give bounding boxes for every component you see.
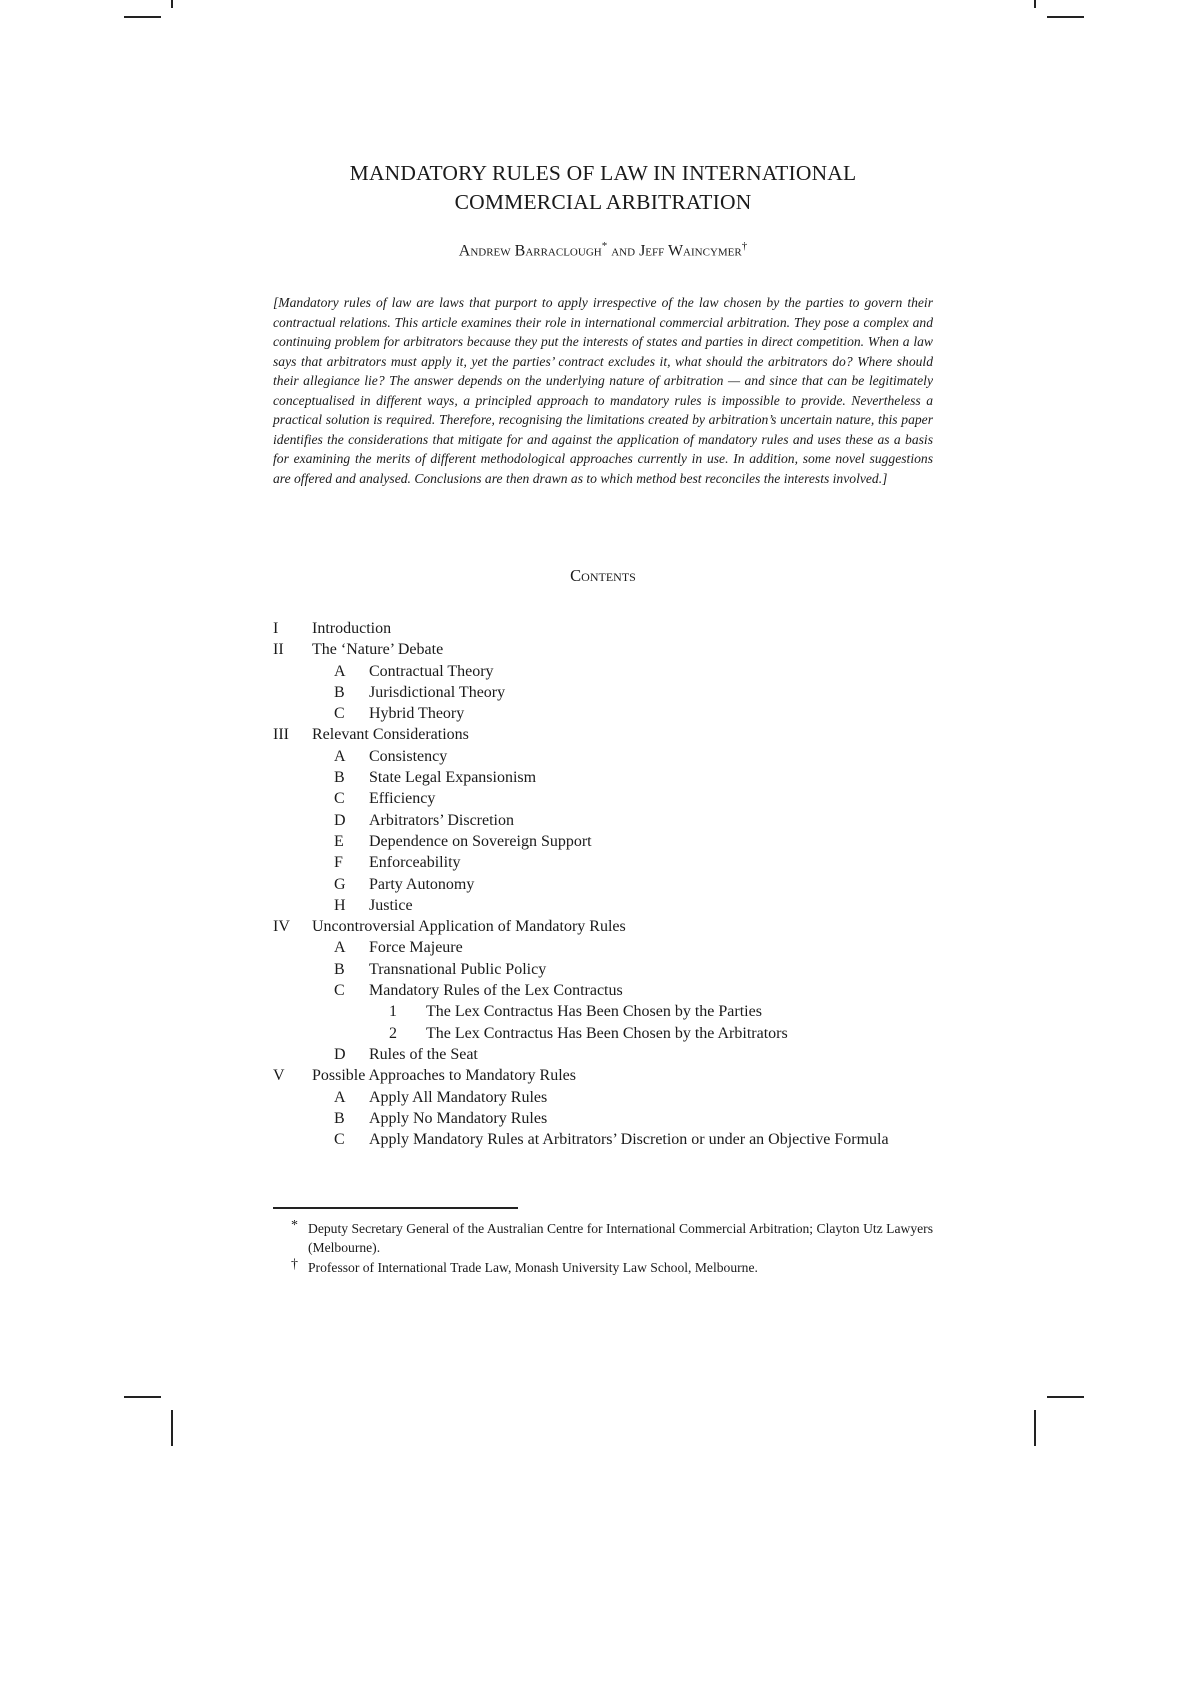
toc-entry-number: B <box>334 683 345 701</box>
toc-entry-title: The Lex Contractus Has Been Chosen by the Arbitrators <box>426 1024 788 1042</box>
toc-entry-title: Mandatory Rules of the Lex Contractus <box>369 982 623 1000</box>
toc-entry-title: Hybrid Theory <box>369 705 465 723</box>
toc-entry-title: Contractual Theory <box>369 662 494 680</box>
toc-entry-number: 2 <box>389 1024 397 1042</box>
toc-entry-number: I <box>273 620 279 637</box>
crop-mark-top-right-v <box>1034 0 1036 8</box>
toc-entry <box>273 767 933 788</box>
toc-entry-number: F <box>334 854 343 872</box>
toc-entry-number: III <box>273 726 289 744</box>
toc-entry <box>273 1023 933 1044</box>
toc-entry-number: A <box>334 747 346 765</box>
toc-entry-number: A <box>334 1088 346 1106</box>
toc-entry <box>273 916 933 937</box>
toc-entry-number: C <box>334 982 345 1000</box>
crop-mark-top-left-h <box>124 16 161 18</box>
footnotes <box>273 1220 933 1280</box>
toc-entry-title: The Lex Contractus Has Been Chosen by the Parties <box>426 1003 762 1021</box>
author-1-footnote-mark: * <box>601 240 608 252</box>
toc-entry <box>273 980 933 1001</box>
toc-entry-number: D <box>334 1045 346 1063</box>
crop-mark-top-left-v <box>171 0 173 8</box>
toc-entry-number: B <box>334 1109 345 1127</box>
toc-entry-title: Transnational Public Policy <box>369 960 547 978</box>
crop-mark-top-right-h <box>1047 16 1084 18</box>
toc-entry-title: Efficiency <box>369 790 436 808</box>
title-line-1: MANDATORY RULES OF LAW IN INTERNATIONAL <box>349 161 857 185</box>
toc-entry-number: E <box>334 832 344 850</box>
toc-entry-number: A <box>334 939 346 957</box>
toc-entry-number: II <box>273 641 284 659</box>
toc-entry-number: C <box>334 705 345 723</box>
toc-entry-number: B <box>334 960 345 978</box>
toc-entry <box>273 618 933 639</box>
crop-mark-bottom-left-h <box>124 1396 161 1398</box>
toc-entry-title: State Legal Expansionism <box>369 769 537 787</box>
footnote-text: Professor of International Trade Law, Monash University Law School, Melbourne. <box>308 1260 758 1275</box>
toc-entry-number: V <box>273 1067 285 1085</box>
toc-entry-title: Rules of the Seat <box>369 1045 478 1063</box>
toc-entry-number: 1 <box>389 1003 397 1021</box>
footnote <box>273 1259 933 1278</box>
toc-entry <box>273 810 933 831</box>
toc-entry <box>273 682 933 703</box>
toc-entry-title: Justice <box>369 896 413 914</box>
footnote-text: Deputy Secretary General of the Australian Centre for International Commercial Arbitration; Clayton Utz Lawyers (Melbourne). <box>308 1221 933 1255</box>
toc-entry-number: IV <box>273 918 290 936</box>
footnote-mark: * <box>291 1218 298 1233</box>
title-line-2: COMMERCIAL ARBITRATION <box>454 190 752 214</box>
toc-entry <box>273 895 933 916</box>
table-of-contents <box>273 618 933 1150</box>
footnote-mark: † <box>291 1257 298 1272</box>
toc-entry <box>273 831 933 852</box>
toc-entry-number: B <box>334 769 345 787</box>
author-line <box>273 240 933 260</box>
toc-entry-title: Jurisdictional Theory <box>369 683 506 701</box>
toc-entry-title: Uncontroversial Application of Mandatory Rules <box>312 918 626 936</box>
toc-entry <box>273 703 933 724</box>
toc-entry-number: H <box>334 896 346 914</box>
toc-entry <box>273 661 933 682</box>
author-2-footnote-mark: † <box>741 240 748 252</box>
toc-entry-title: Possible Approaches to Mandatory Rules <box>312 1067 576 1085</box>
toc-entry <box>273 1044 933 1065</box>
toc-entry <box>273 1001 933 1022</box>
crop-mark-bottom-right-v <box>1034 1410 1036 1446</box>
toc-entry <box>273 788 933 809</box>
toc-entry-number: C <box>334 790 345 808</box>
toc-entry <box>273 1087 933 1108</box>
toc-entry <box>273 959 933 980</box>
toc-entry <box>273 724 933 745</box>
toc-entry-title: Party Autonomy <box>369 875 475 893</box>
toc-entry-number: G <box>334 875 346 893</box>
crop-mark-bottom-left-v <box>171 1410 173 1446</box>
toc-entry-number: D <box>334 811 346 829</box>
toc-entry-title: Force Majeure <box>369 939 463 957</box>
crop-mark-bottom-right-h <box>1047 1396 1084 1398</box>
toc-entry <box>273 1129 933 1150</box>
toc-entry-title: Enforceability <box>369 854 461 872</box>
toc-entry-title: Apply No Mandatory Rules <box>369 1109 548 1127</box>
footnote <box>273 1220 933 1257</box>
toc-entry-title: Apply Mandatory Rules at Arbitrators’ Discretion or under an Objective Formula <box>369 1131 889 1149</box>
article-title <box>273 159 933 217</box>
author-conjunction: and <box>607 242 640 260</box>
toc-entry-number: C <box>334 1131 345 1149</box>
author-1: Andrew Barraclough <box>458 242 602 260</box>
toc-entry-title: Consistency <box>369 747 448 765</box>
footnote-rule <box>273 1207 518 1209</box>
toc-entry <box>273 639 933 660</box>
toc-entry-title: The ‘Nature’ Debate <box>312 641 444 659</box>
toc-entry <box>273 874 933 895</box>
toc-entry-title: Arbitrators’ Discretion <box>369 811 514 829</box>
toc-entry <box>273 1108 933 1129</box>
toc-entry-number: A <box>334 662 346 680</box>
toc-entry <box>273 746 933 767</box>
contents-heading: Contents <box>570 566 636 585</box>
toc-entry <box>273 1065 933 1086</box>
toc-entry-title: Apply All Mandatory Rules <box>369 1088 548 1106</box>
toc-entry <box>273 852 933 873</box>
abstract: [Mandatory rules of law are laws that purport to apply irrespective of the law chosen by the parties to govern their contractual relations. This article examines their role in international commercial arbitration. They pose a complex and continuing problem for arbitrators because they put the interests of states and parties in direct competition. When a law says that arbitrators must apply it, yet the parties’ contract excludes it, what should the arbitrators do? Where should their allegiance lie? The answer depends on the underlying nature of arbitration — and since that can be legitimately conceptualised in different ways, a principled approach to mandatory rules is impossible to provide. Nevertheless a practical solution is required. Therefore, recognising the limitations created by arbitration’s uncertain nature, this paper identifies the considerations that mitigate for and against the application of mandatory rules and uses these as a basis for examining the merits of different methodological approaches currently in use. In addition, some novel suggestions are offered and analysed. Conclusions are then drawn as to which method best reconciles the interests involved.] <box>273 295 933 486</box>
toc-entry <box>273 937 933 958</box>
author-2: Jeff Waincymer <box>639 242 742 260</box>
toc-entry-title: Relevant Considerations <box>312 726 469 744</box>
toc-entry-title: Dependence on Sovereign Support <box>369 832 592 850</box>
toc-entry-title: Introduction <box>312 620 392 637</box>
